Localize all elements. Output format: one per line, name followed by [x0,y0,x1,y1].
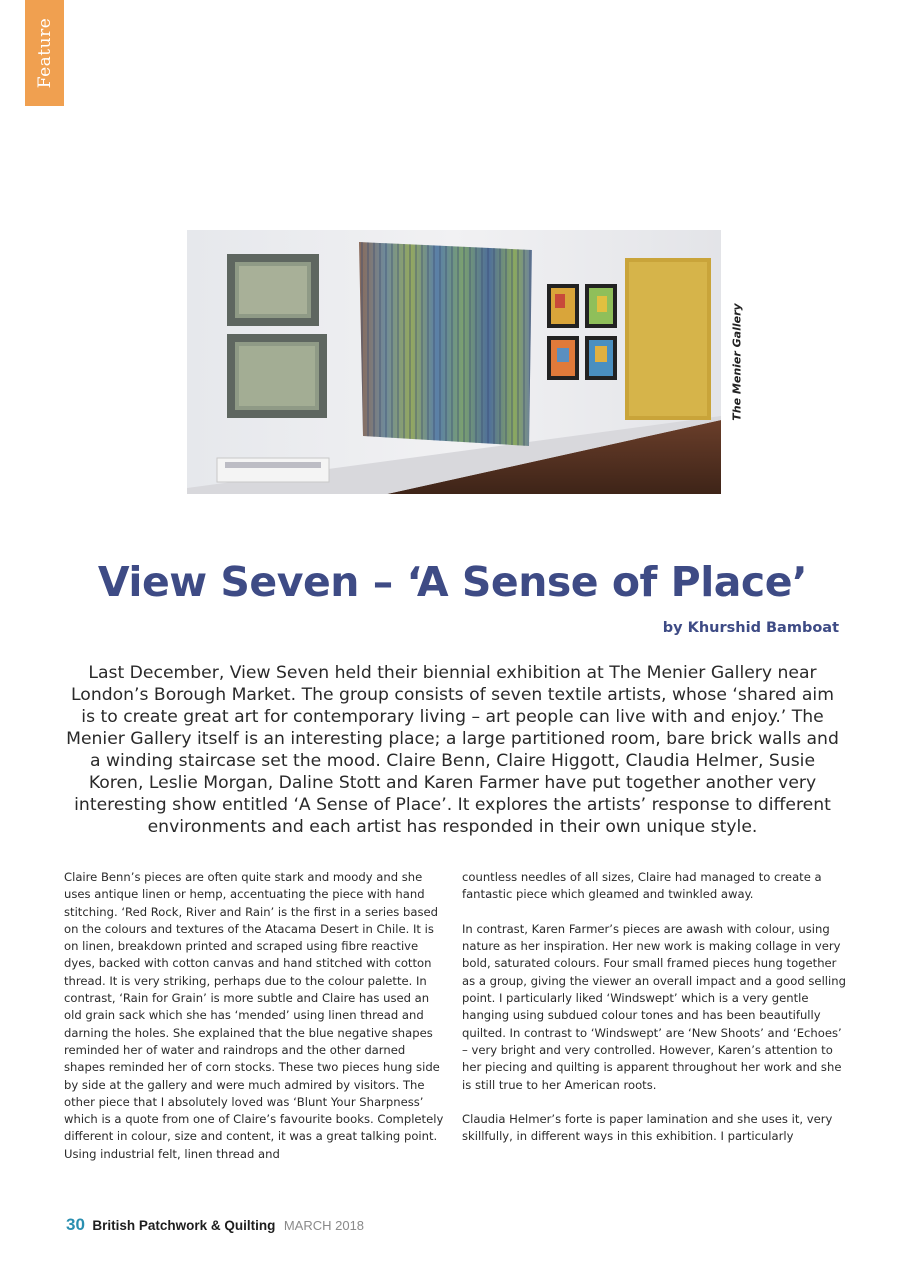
body-column-left [64,869,446,1180]
gallery-photo [187,230,721,494]
body-column-right [462,869,847,1163]
intro-paragraph: Last December, View Seven held their biennial exhibition at The Menier Gallery near London’s Borough Market. The group consists of seven textile artists, whose ‘shared aim is to create great art for contemporary living – art people can live with and enjoy.’ The Menier Gallery itself is an interesting place; a large partitioned room, bare brick walls and a winding staircase set the mood. Claire Benn, Claire Higgott, Claudia Helmer, Susie Koren, Leslie Morgan, Daline Stott and Karen Farmer have put together another very interesting show entitled ‘A Sense of Place’. It explores the artists’ response to different environments and each artist has responded in their own unique style. [66,663,839,837]
body-paragraph: countless needles of all sizes, Claire had managed to create a fantastic piece which gleamed and twinkled away. [462,870,822,902]
photo-credit: The Menier Gallery [730,303,744,421]
section-tab-label: Feature [34,17,55,89]
body-paragraph: Claire Benn’s pieces are often quite stark and moody and she uses antique linen or hemp, accentuating the piece with hand stitching. ‘Red Rock, River and Rain’ is the first in a series based on the colours and textures of the Atacama Desert in Chile. It is on linen, breakdown printed and scraped using fibre reactive dyes, backed with cotton canvas and hand stitched with cotton thread. It is very striking, perhaps due to the colour palette. In contrast, ‘Rain for Grain’ is more subtle and Claire has used an old grain sack which she has ‘mended’ using linen thread and darning the holes. She explained that the blue negative shapes reminded her of water and raindrops and the other darned shapes reminded her of corn stocks. These two pieces hung side by side at the gallery and were much admired by visitors. The other piece that I absolutely loved was ‘Blunt Your Sharpness’ which is a quote from one of Claire’s favourite books. Completely different in colour, size and content, it was a great talking point. Using industrial felt, linen thread and [64,870,444,1161]
radiator [217,458,329,482]
article-title: View Seven – ‘A Sense of Place’ [97,558,808,606]
body-paragraph: Claudia Helmer’s forte is paper lamination and she uses it, very skillfully, in different ways in this exhibition. I particularly [462,1112,833,1144]
section-tab [25,0,64,106]
issue-date: MARCH 2018 [283,1218,365,1233]
magazine-name: British Patchwork & Quilting [92,1218,276,1233]
body-paragraph: In contrast, Karen Farmer’s pieces are awash with colour, using nature as her inspiration. Her new work is making collage in very bold, saturated colours. Four small framed pieces hung together as a group, giving the viewer an overall impact and a good selling point. I particularly liked ‘Windswept’ which is a very gentle hanging using subdued colour tones and has been beautifully quilted. In contrast to ‘Windswept’ are ‘New Shoots’ and ‘Echoes’ – very bright and very controlled. However, Karen’s attention to her piecing and quilting is apparent throughout her work and she is still true to her American roots. [462,921,846,1092]
page-number: 30 [66,1215,85,1234]
page-footer [66,1215,364,1235]
byline: by Khurshid Bamboat [662,620,839,636]
